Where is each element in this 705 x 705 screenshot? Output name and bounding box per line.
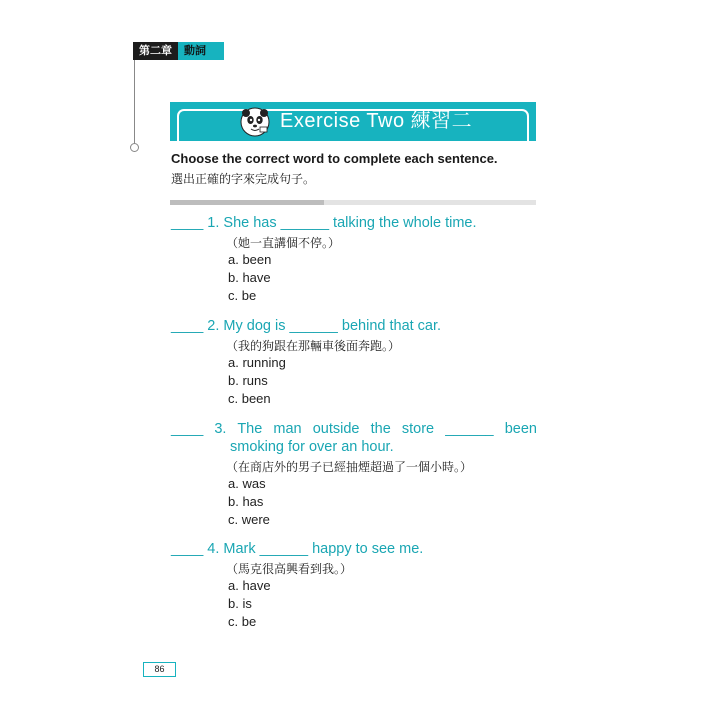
option-b: b. have <box>228 270 271 285</box>
question-4 <box>171 540 537 631</box>
instruction-english: Choose the correct word to complete each sentence. <box>171 151 498 166</box>
banner-text: Exercise Two 練習二 <box>280 110 473 132</box>
option-b: b. is <box>228 596 252 611</box>
option-b: b. has <box>228 494 264 509</box>
margin-dot <box>130 143 139 152</box>
option-c: c. be <box>228 288 257 303</box>
instruction-chinese: 選出正確的字來完成句子。 <box>171 172 316 186</box>
panda-icon <box>240 107 270 137</box>
question-translation: （在商店外的男子已經抽煙超過了一個小時。） <box>226 460 473 474</box>
divider-rule-accent <box>170 200 324 205</box>
chapter-number: 第二章 <box>133 42 178 60</box>
option-a: a. have <box>228 578 271 593</box>
margin-line <box>134 60 135 144</box>
option-c: c. were <box>228 512 270 527</box>
question-3 <box>171 420 537 529</box>
question-translation: （我的狗跟在那輛車後面奔跑。） <box>226 339 401 353</box>
option-a: a. was <box>228 476 266 491</box>
question-text: ____ 3. The man outside the store ______ been <box>171 421 537 437</box>
banner-title <box>240 102 472 141</box>
question-text: ____ 4. Mark ______ happy to see me. <box>171 541 424 557</box>
page-number: 86 <box>143 662 176 677</box>
question-2 <box>171 317 537 408</box>
question-text: ____ 2. My dog is ______ behind that car. <box>171 318 442 334</box>
question-translation: （馬克很高興看到我。） <box>226 562 353 576</box>
chapter-title: 動詞 <box>178 42 224 60</box>
option-a: a. running <box>228 355 286 370</box>
exercise-banner <box>170 102 536 141</box>
chapter-tab <box>133 42 224 60</box>
question-translation: （她一直講個不停。） <box>226 236 341 250</box>
option-c: c. been <box>228 391 271 406</box>
option-b: b. runs <box>228 373 268 388</box>
question-text: ____ 1. She has ______ talking the whole time. <box>171 215 477 231</box>
question-text-continued: smoking for over an hour. <box>230 439 394 455</box>
option-c: c. be <box>228 614 257 629</box>
option-a: a. been <box>228 252 272 267</box>
question-1 <box>171 214 537 305</box>
